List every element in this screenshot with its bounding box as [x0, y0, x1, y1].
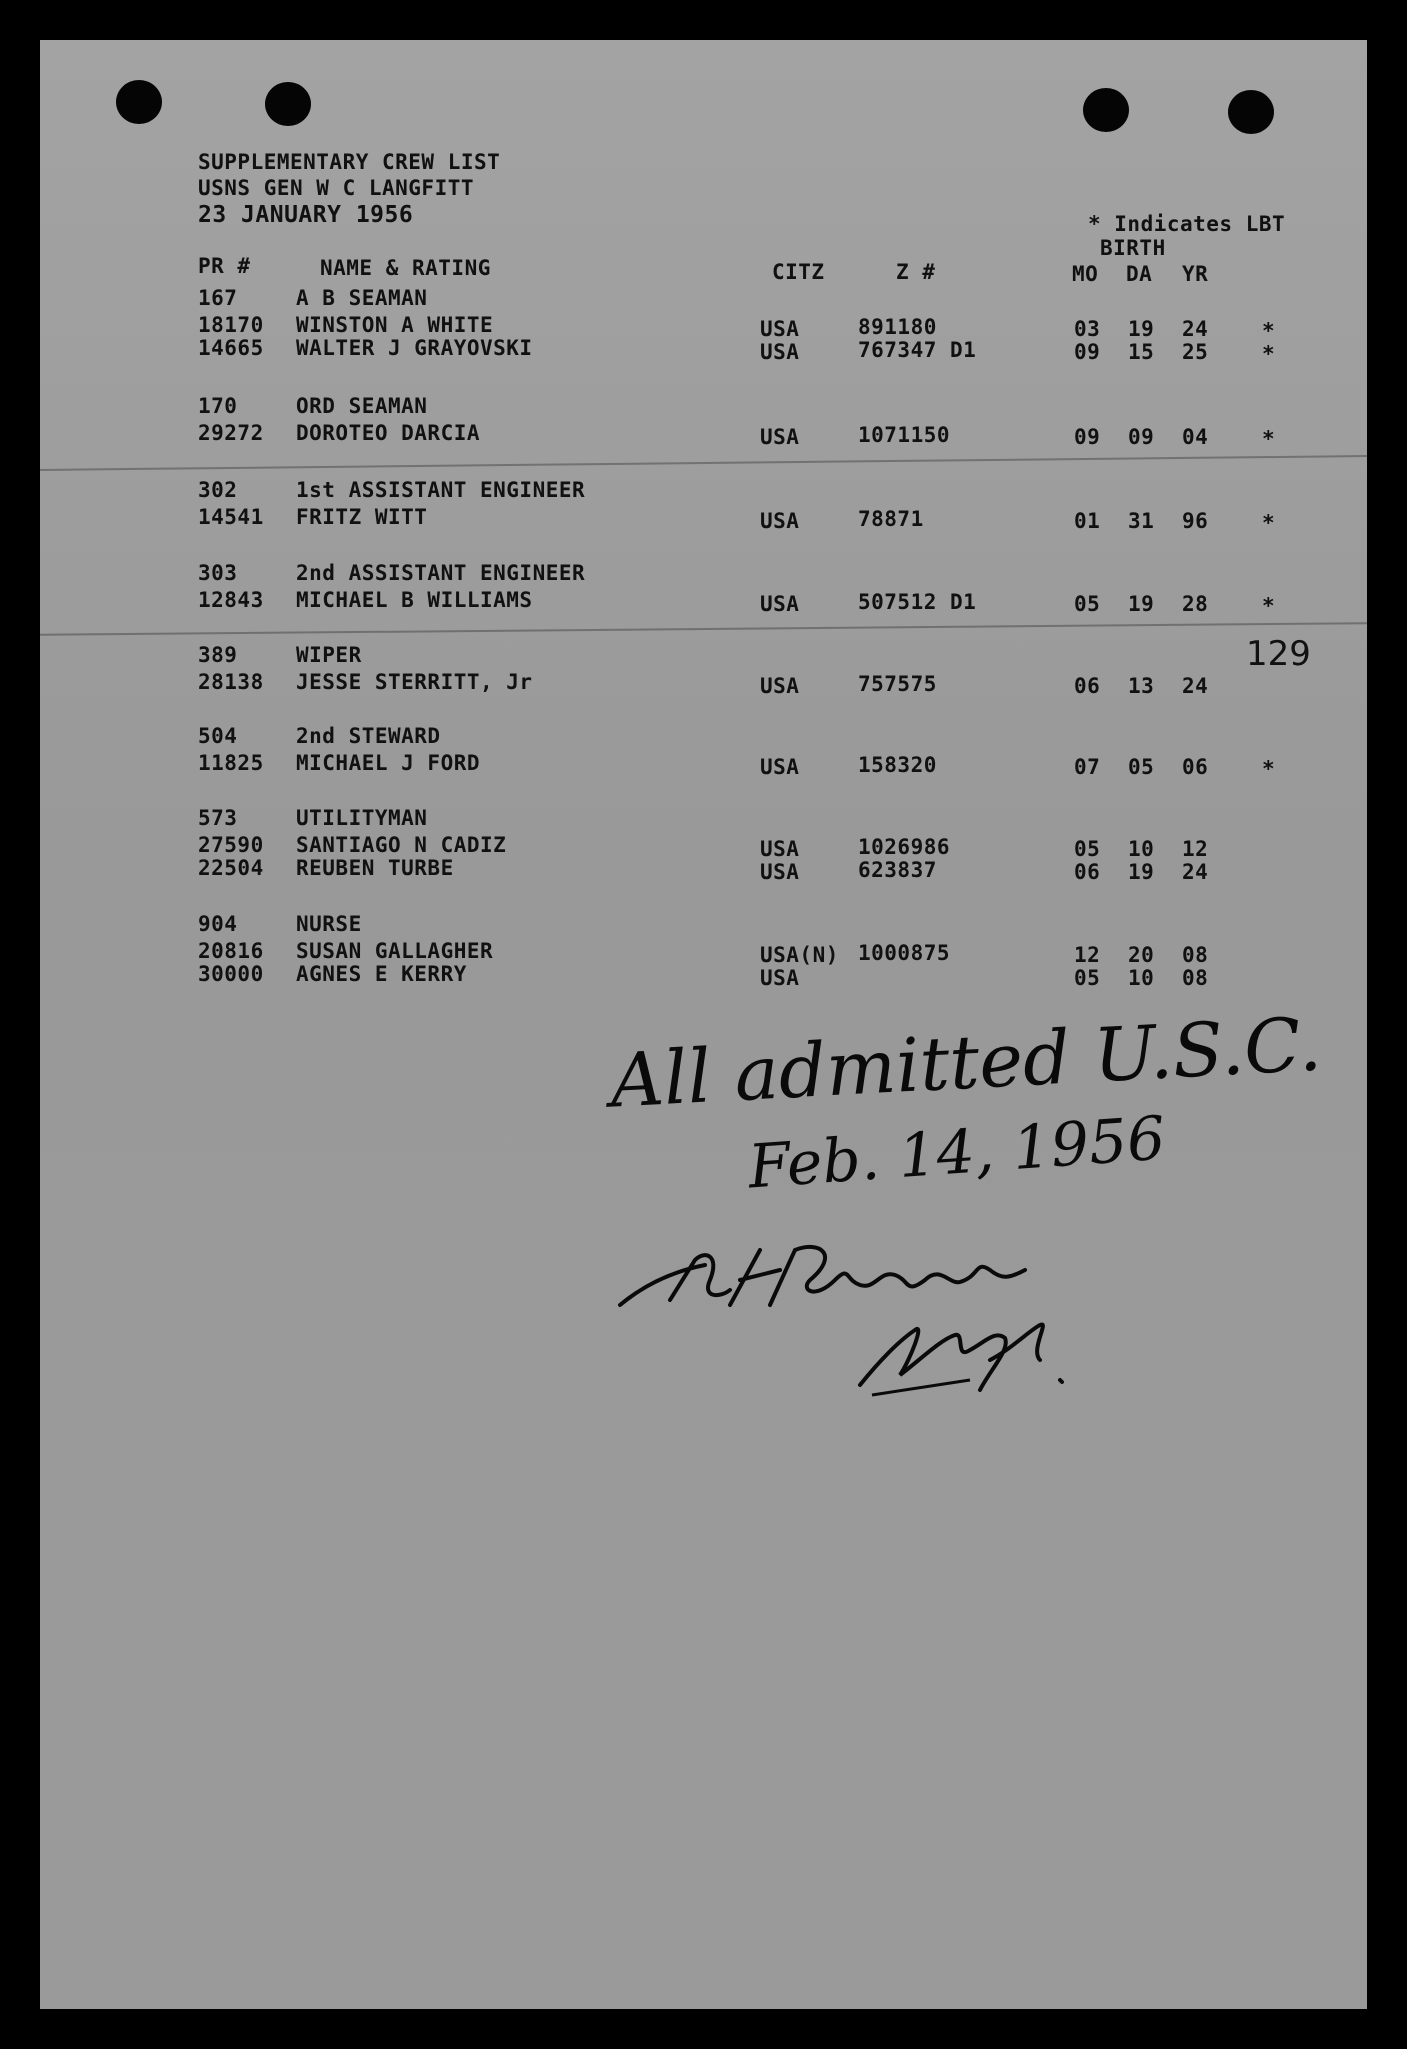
birth-day: 10	[1128, 966, 1155, 990]
birth-day: 13	[1128, 674, 1155, 698]
crew-citizenship: USA	[760, 860, 800, 884]
rating-title: WIPER	[296, 643, 362, 667]
birth-month: 06	[1074, 674, 1101, 698]
birth-year: 24	[1182, 860, 1209, 884]
lbt-marker: *	[1262, 319, 1276, 343]
birth-month: 05	[1074, 592, 1101, 616]
col-header-da: DA	[1126, 262, 1153, 286]
signature	[610, 1210, 1130, 1450]
crew-citizenship: USA	[760, 837, 800, 861]
birth-year: 08	[1182, 943, 1209, 967]
rating-title: ORD SEAMAN	[296, 394, 428, 418]
birth-day: 31	[1128, 509, 1155, 533]
crew-name: SUSAN GALLAGHER	[296, 939, 494, 963]
crew-pr-number: 30000	[198, 962, 264, 986]
rating-title: A B SEAMAN	[296, 286, 428, 310]
lbt-marker: *	[1262, 511, 1276, 535]
crew-citizenship: USA	[760, 674, 800, 698]
lbt-marker: *	[1262, 757, 1276, 781]
birth-day: 19	[1128, 317, 1155, 341]
crew-z-number: 1071150	[858, 423, 951, 447]
birth-month: 12	[1074, 943, 1101, 967]
rating-title: NURSE	[296, 912, 362, 936]
birth-year: 08	[1182, 966, 1209, 990]
crew-pr-number: 11825	[198, 751, 264, 775]
birth-day: 09	[1128, 425, 1155, 449]
crew-citizenship: USA	[760, 340, 800, 364]
rating-title: 2nd ASSISTANT ENGINEER	[296, 561, 586, 585]
birth-month: 06	[1074, 860, 1101, 884]
crew-citizenship: USA	[760, 592, 800, 616]
crew-z-number: 1000875	[858, 941, 951, 965]
list-title: SUPPLEMENTARY CREW LIST	[198, 150, 501, 174]
crew-pr-number: 12843	[198, 588, 264, 612]
crew-citizenship: USA	[760, 755, 800, 779]
rating-code: 573	[198, 806, 238, 830]
punch-hole-left-1	[116, 80, 162, 124]
birth-month: 05	[1074, 837, 1101, 861]
crew-citizenship: USA	[760, 966, 800, 990]
page-number: 129	[1246, 634, 1311, 674]
rating-title: 2nd STEWARD	[296, 724, 441, 748]
crew-citizenship: USA	[760, 425, 800, 449]
rating-code: 302	[198, 478, 238, 502]
lbt-marker: *	[1262, 594, 1276, 618]
crew-name: DOROTEO DARCIA	[296, 421, 481, 445]
crew-pr-number: 14665	[198, 336, 264, 360]
crew-z-number: 507512 D1	[858, 590, 977, 614]
rating-code: 904	[198, 912, 238, 936]
crew-name: MICHAEL B WILLIAMS	[296, 588, 533, 612]
crew-z-number: 767347 D1	[858, 338, 977, 362]
crew-pr-number: 18170	[198, 313, 264, 337]
col-header-mo: MO	[1072, 262, 1099, 286]
crew-pr-number: 14541	[198, 505, 264, 529]
crew-z-number: 757575	[858, 672, 937, 696]
legend-note: * Indicates LBT	[1088, 212, 1286, 236]
rating-code: 167	[198, 286, 238, 310]
punch-hole-right-1	[1083, 88, 1129, 132]
crew-pr-number: 28138	[198, 670, 264, 694]
crew-name: JESSE STERRITT, Jr	[296, 670, 533, 694]
birth-day: 19	[1128, 592, 1155, 616]
crew-z-number: 158320	[858, 753, 937, 777]
rating-title: UTILITYMAN	[296, 806, 428, 830]
rating-code: 303	[198, 561, 238, 585]
birth-year: 04	[1182, 425, 1209, 449]
birth-header: BIRTH	[1100, 236, 1166, 260]
col-header-z: Z #	[896, 260, 936, 284]
crew-citizenship: USA	[760, 317, 800, 341]
crew-name: WALTER J GRAYOVSKI	[296, 336, 533, 360]
crew-z-number: 891180	[858, 315, 937, 339]
crew-pr-number: 27590	[198, 833, 264, 857]
birth-year: 24	[1182, 317, 1209, 341]
handwritten-note: All admitted U.S.C.	[608, 1001, 1324, 1125]
lbt-marker: *	[1262, 342, 1276, 366]
crew-z-number: 1026986	[858, 835, 951, 859]
crew-citizenship: USA	[760, 509, 800, 533]
birth-year: 96	[1182, 509, 1209, 533]
crew-pr-number: 22504	[198, 856, 264, 880]
birth-day: 10	[1128, 837, 1155, 861]
birth-month: 03	[1074, 317, 1101, 341]
crew-z-number: 78871	[858, 507, 924, 531]
crew-citizenship: USA(N)	[760, 943, 839, 967]
col-header-pr: PR #	[198, 254, 251, 278]
crew-pr-number: 20816	[198, 939, 264, 963]
lbt-marker: *	[1262, 427, 1276, 451]
crew-name: MICHAEL J FORD	[296, 751, 481, 775]
birth-day: 20	[1128, 943, 1155, 967]
birth-month: 09	[1074, 425, 1101, 449]
rating-title: 1st ASSISTANT ENGINEER	[296, 478, 586, 502]
birth-day: 19	[1128, 860, 1155, 884]
birth-year: 25	[1182, 340, 1209, 364]
birth-year: 06	[1182, 755, 1209, 779]
rating-code: 389	[198, 643, 238, 667]
birth-month: 09	[1074, 340, 1101, 364]
crew-name: FRITZ WITT	[296, 505, 428, 529]
ship-name: USNS GEN W C LANGFITT	[198, 176, 475, 200]
birth-year: 28	[1182, 592, 1209, 616]
birth-month: 05	[1074, 966, 1101, 990]
birth-month: 01	[1074, 509, 1101, 533]
col-header-name: NAME & RATING	[320, 256, 491, 280]
birth-day: 05	[1128, 755, 1155, 779]
crew-pr-number: 29272	[198, 421, 264, 445]
list-date: 23 JANUARY 1956	[198, 202, 414, 228]
punch-hole-left-2	[265, 82, 311, 126]
punch-hole-right-2	[1228, 90, 1274, 134]
rating-code: 170	[198, 394, 238, 418]
handwritten-date: Feb. 14, 1956	[746, 1103, 1168, 1203]
rating-code: 504	[198, 724, 238, 748]
birth-year: 24	[1182, 674, 1209, 698]
crew-name: SANTIAGO N CADIZ	[296, 833, 507, 857]
crew-z-number: 623837	[858, 858, 937, 882]
col-header-yr: YR	[1182, 262, 1209, 286]
col-header-citz: CITZ	[772, 260, 825, 284]
crew-name: WINSTON A WHITE	[296, 313, 494, 337]
crew-name: AGNES E KERRY	[296, 962, 467, 986]
birth-day: 15	[1128, 340, 1155, 364]
crew-name: REUBEN TURBE	[296, 856, 454, 880]
birth-year: 12	[1182, 837, 1209, 861]
birth-month: 07	[1074, 755, 1101, 779]
